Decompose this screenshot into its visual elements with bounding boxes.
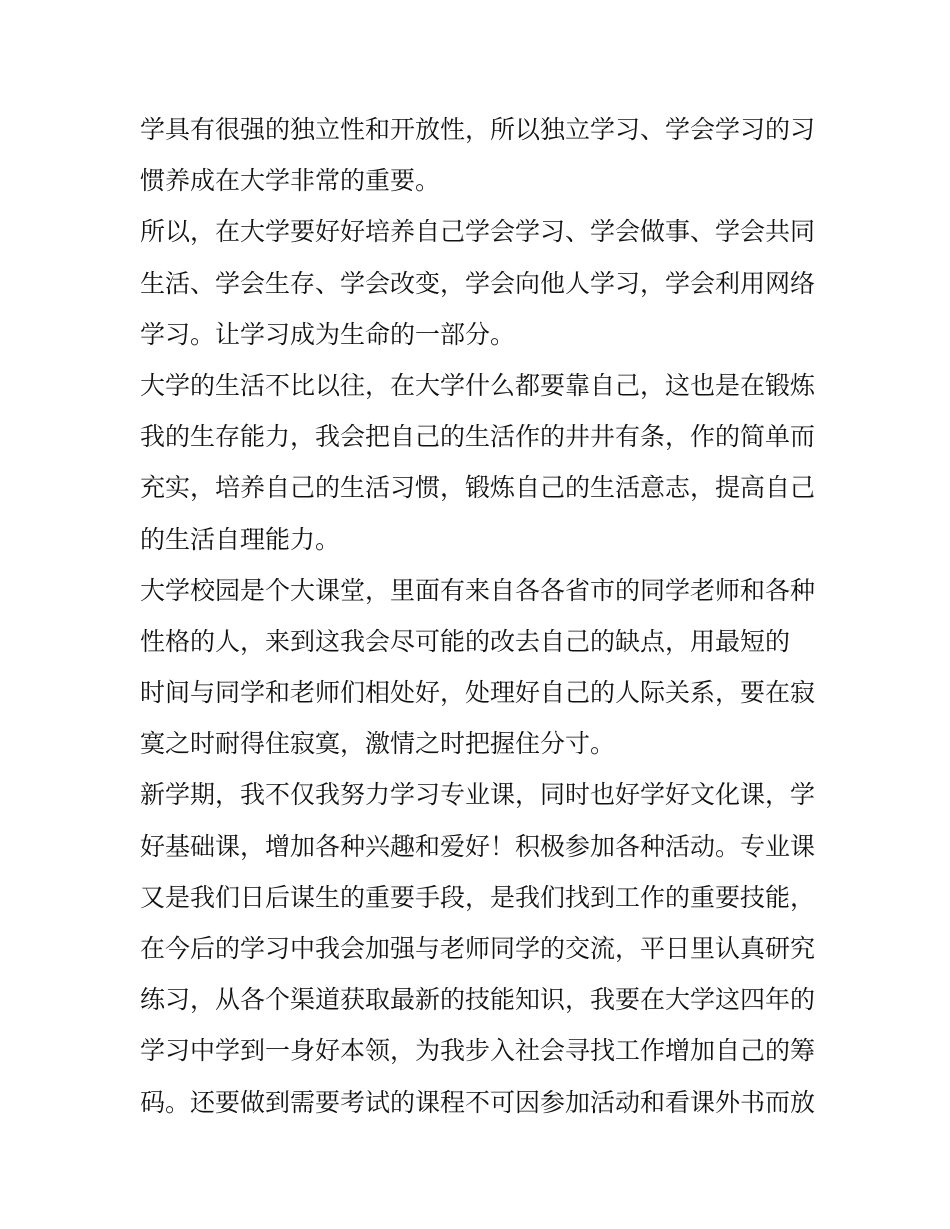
text-line-15: 好基础课，增加各种兴趣和爱好！积极参加各种活动。专业课 bbox=[140, 831, 816, 861]
text-line-11: 性格的人，来到这我会尽可能的改去自己的缺点，用最短的 bbox=[140, 626, 791, 656]
text-line-8: 充实，培养自己的生活习惯，锻炼自己的生活意志，提高自己 bbox=[140, 473, 816, 503]
text-line-10: 大学校园是个大课堂，里面有来自各各省市的同学老师和各种 bbox=[140, 575, 816, 605]
text-line-12: 时间与同学和老师们相处好，处理好自己的人际关系，要在寂 bbox=[140, 678, 816, 708]
text-line-6: 大学的生活不比以往，在大学什么都要靠自己，这也是在锻炼 bbox=[140, 370, 816, 400]
text-line-17: 在今后的学习中我会加强与老师同学的交流，平日里认真研究 bbox=[140, 934, 816, 963]
text-line-4: 生活、学会生存、学会改变，学会向他人学习，学会利用网络 bbox=[140, 268, 816, 298]
text-line-16: 又是我们日后谋生的重要手段，是我们找到工作的重要技能， bbox=[140, 882, 816, 912]
text-line-20: 码。还要做到需要考试的课程不可因参加活动和看课外书而放 bbox=[140, 1087, 816, 1117]
text-line-1: 学具有很强的独立性和开放性，所以独立学习、学会学习的习 bbox=[140, 115, 816, 144]
text-line-18: 练习，从各个渠道获取最新的技能知识，我要在大学这四年的 bbox=[140, 985, 816, 1015]
text-line-7: 我的生存能力，我会把自己的生活作的井井有条，作的简单而 bbox=[140, 422, 816, 452]
text-line-13: 寞之时耐得住寂寞，激情之时把握住分寸。 bbox=[140, 729, 616, 759]
text-line-3: 所以，在大学要好好培养自己学会学习、学会做事、学会共同 bbox=[140, 217, 816, 247]
text-line-14: 新学期，我不仅我努力学习专业课，同时也好学好文化课，学 bbox=[140, 780, 816, 810]
text-line-5: 学习。让学习成为生命的一部分。 bbox=[140, 319, 516, 349]
body-text bbox=[140, 104, 820, 1128]
text-line-9: 的生活自理能力。 bbox=[140, 524, 341, 554]
text-line-19: 学习中学到一身好本领，为我步入社会寻找工作增加自己的筹 bbox=[140, 1036, 816, 1066]
text-line-2: 惯养成在大学非常的重要。 bbox=[140, 166, 441, 196]
